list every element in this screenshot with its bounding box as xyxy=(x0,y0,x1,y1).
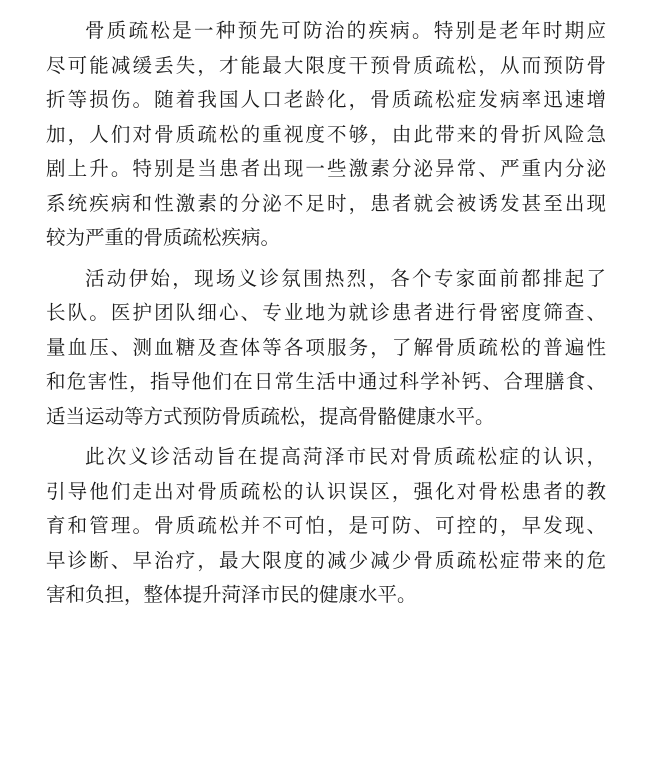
paragraph-line: 加，人们对骨质疏松的重视度不够，由此带来的骨折风险急 xyxy=(46,122,606,146)
paragraph-event-purpose xyxy=(46,440,606,613)
paragraph-event-activities xyxy=(46,262,606,435)
paragraph-line: 量血压、测血糖及查体等各项服务，了解骨质疏松的普遍性 xyxy=(46,335,606,359)
paragraph-line: 此次义诊活动旨在提高菏泽市民对骨质疏松症的认识， xyxy=(85,445,606,468)
paragraph-line: 长队。医护团队细心、专业地为就诊患者进行骨密度筛查、 xyxy=(46,301,606,324)
paragraph-line: 引导他们走出对骨质疏松的认识误区，强化对骨松患者的教 xyxy=(46,479,606,503)
paragraph-line: 害和负担，整体提升菏泽市民的健康水平。 xyxy=(46,583,417,606)
paragraph-line: 早诊断、早治疗，最大限度的减少减少骨质疏松症带来的危 xyxy=(46,548,606,572)
paragraph-line: 育和管理。骨质疏松并不可怕，是可防、可控的，早发现、 xyxy=(46,514,606,537)
paragraph-line: 较为严重的骨质疏松疾病。 xyxy=(46,226,281,249)
paragraph-line: 适当运动等方式预防骨质疏松，提高骨骼健康水平。 xyxy=(46,404,495,428)
document-page xyxy=(46,14,606,619)
paragraph-line: 活动伊始，现场义诊氛围热烈，各个专家面前都排起了 xyxy=(85,266,606,290)
paragraph-osteoporosis-intro xyxy=(46,14,606,256)
paragraph-line: 尽可能减缓丢失，才能最大限度干预骨质疏松，从而预防骨 xyxy=(46,53,606,77)
paragraph-line: 系统疾病和性激素的分泌不足时，患者就会被诱发甚至出现 xyxy=(46,191,606,215)
paragraph-line: 折等损伤。随着我国人口老龄化，骨质疏松症发病率迅速增 xyxy=(46,88,606,111)
paragraph-line: 剧上升。特别是当患者出现一些激素分泌异常、严重内分泌 xyxy=(46,157,606,180)
paragraph-line: 和危害性，指导他们在日常生活中通过科学补钙、合理膳食、 xyxy=(46,370,606,393)
paragraph-line: 骨质疏松是一种预先可防治的疾病。特别是老年时期应 xyxy=(85,19,606,42)
